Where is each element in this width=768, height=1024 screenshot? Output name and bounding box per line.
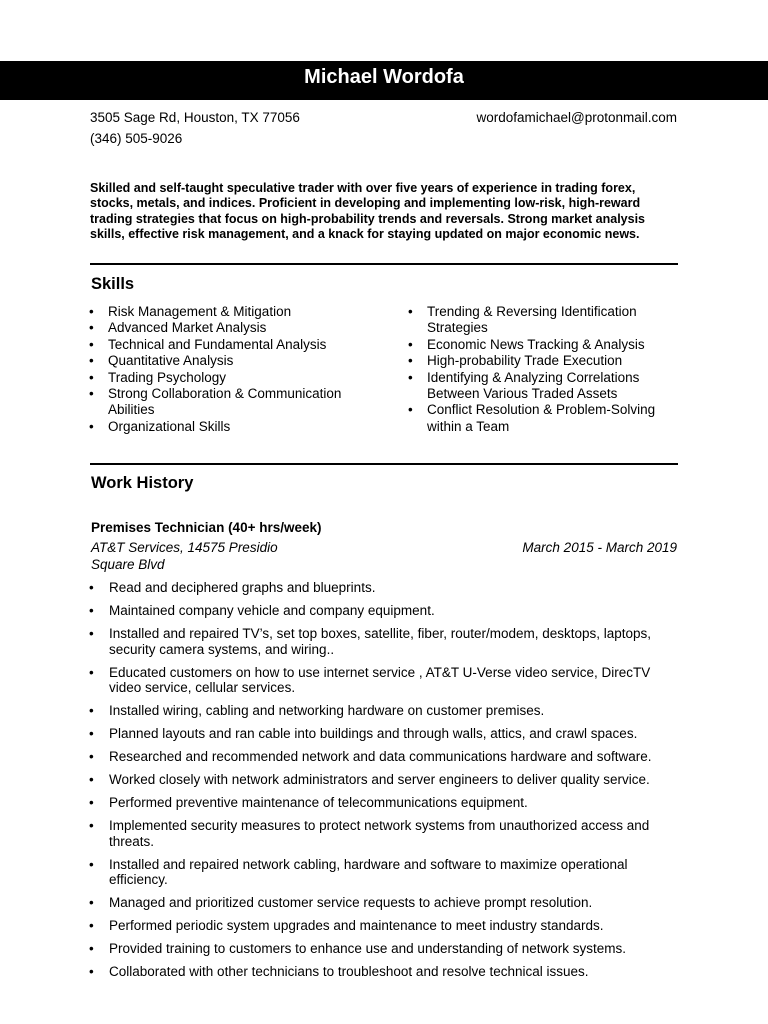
job-dates: March 2015 - March 2019	[522, 540, 677, 555]
duty-item: • Planned layouts and ran cable into buildings and through walls, attics, and crawl spaces.	[89, 726, 679, 742]
skills-list-left	[89, 304, 379, 435]
job-duties-list	[89, 580, 679, 987]
duty-item: • Installed wiring, cabling and networking hardware on customer premises.	[89, 703, 679, 719]
skill-item: • Trending & Reversing Identification Strategies	[408, 304, 683, 337]
duty-item: • Educated customers on how to use internet service , AT&T U-Verse video service, DirecTV video service, cellular services.	[89, 665, 679, 696]
skill-item: • Identifying & Analyzing Correlations Between Various Traded Assets	[408, 370, 683, 403]
duty-item: • Implemented security measures to protect network systems from unauthorized access and threats.	[89, 818, 679, 849]
duty-item: • Maintained company vehicle and company equipment.	[89, 603, 679, 619]
work-history-heading: Work History	[91, 474, 194, 492]
work-history-divider	[90, 463, 678, 465]
skill-item: • Economic News Tracking & Analysis	[408, 337, 683, 353]
skill-item: • High-probability Trade Execution	[408, 353, 683, 369]
job-employer: AT&T Services, 14575 Presidio Square Blvd	[91, 540, 278, 572]
address: 3505 Sage Rd, Houston, TX 77056	[90, 110, 300, 125]
skills-list-right	[408, 304, 683, 435]
skill-item: • Strong Collaboration & Communication Abilities	[89, 386, 379, 419]
skill-item: • Organizational Skills	[89, 419, 379, 435]
duty-item: • Performed periodic system upgrades and maintenance to meet industry standards.	[89, 918, 679, 934]
skill-item: • Quantitative Analysis	[89, 353, 379, 369]
skills-divider	[90, 263, 678, 265]
duty-item: • Performed preventive maintenance of telecommunications equipment.	[89, 795, 679, 811]
contact-left	[90, 107, 300, 149]
skill-item: • Technical and Fundamental Analysis	[89, 337, 379, 353]
skill-item: • Risk Management & Mitigation	[89, 304, 379, 320]
email: wordofamichael@protonmail.com	[476, 110, 677, 125]
duty-item: • Read and deciphered graphs and blueprints.	[89, 580, 679, 596]
skills-heading: Skills	[91, 275, 135, 293]
duty-item: • Researched and recommended network and data communications hardware and software.	[89, 749, 679, 765]
duty-item: • Collaborated with other technicians to troubleshoot and resolve technical issues.	[89, 964, 679, 980]
contact-right	[476, 107, 677, 128]
name-header: Michael Wordofa	[0, 61, 768, 100]
professional-summary: Skilled and self-taught speculative trader with over five years of experience in trading forex, stocks, metals, and indices. Proficient in developing and implementing low-risk, high-reward trading strategies that focus on high-probability trends and reversals. Strong market analysis skills, effective risk management, and a knack for staying updated on major economic news.	[90, 181, 645, 241]
skill-item: • Conflict Resolution & Problem-Solving within a Team	[408, 402, 683, 435]
phone: (346) 505-9026	[90, 131, 183, 146]
skill-item: • Advanced Market Analysis	[89, 320, 379, 336]
duty-item: • Worked closely with network administrators and server engineers to deliver quality service.	[89, 772, 679, 788]
duty-item: • Managed and prioritized customer service requests to achieve prompt resolution.	[89, 895, 679, 911]
skill-item: • Trading Psychology	[89, 370, 379, 386]
duty-item: • Provided training to customers to enhance use and understanding of network systems.	[89, 941, 679, 957]
duty-item: • Installed and repaired TV’s, set top boxes, satellite, fiber, router/modem, desktops, laptops, security camera systems, and wiring..	[89, 626, 679, 657]
job-title: Premises Technician (40+ hrs/week)	[91, 520, 322, 535]
duty-item: • Installed and repaired network cabling, hardware and software to maximize operational efficiency.	[89, 857, 679, 888]
